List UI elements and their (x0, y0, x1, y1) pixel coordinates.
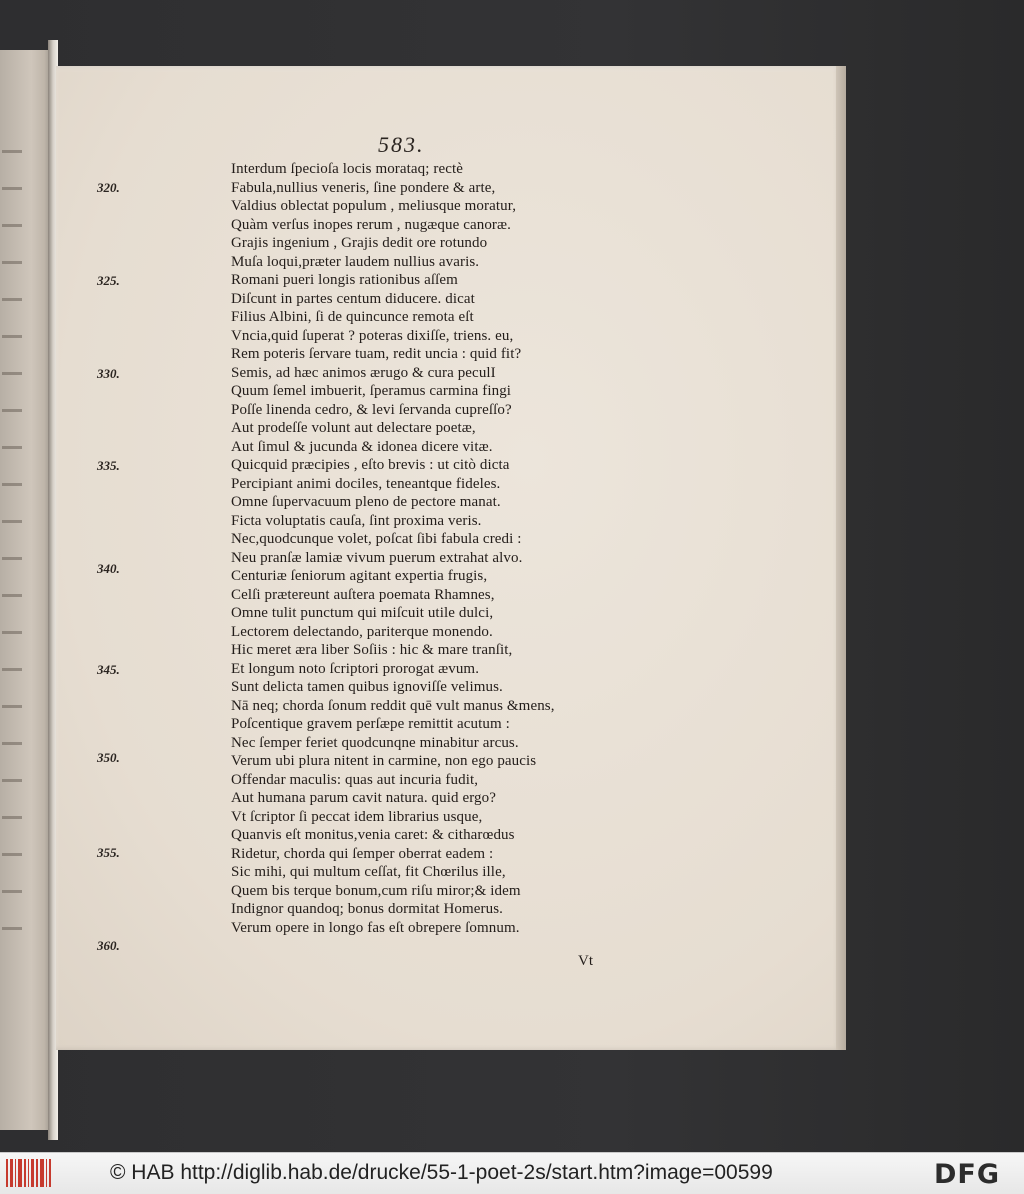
verse-line: Romani pueri longis rationibus aſſem (231, 272, 458, 288)
verse-text (231, 160, 555, 937)
verse-line: Sunt delicta tamen quibus ignoviſſe velimus. (231, 679, 503, 695)
verse-line: Aut ſimul & jucunda & idonea dicere vitæ. (231, 438, 493, 455)
adjacent-page-edge (0, 50, 52, 1130)
line-number: 330. (97, 366, 120, 381)
verse-line: Vt ſcriptor ſi peccat idem librarius usque, (231, 808, 483, 825)
copyright-link[interactable]: © HAB http://diglib.hab.de/drucke/55-1-poet-2s/start.htm?image=00599 (110, 1161, 773, 1184)
verse-line: Nec ſemper feriet quodcunqne minabitur arcus. (231, 734, 519, 751)
verse-line: Quàm verſus inopes rerum , nugæque canoræ. (231, 216, 511, 233)
verse-line: Fabula,nullius veneris, ſine pondere & arte, (231, 179, 496, 196)
line-number: 350. (97, 750, 120, 765)
verse-line: Offendar maculis: quas aut incuria fudit, (231, 771, 479, 788)
verse-line: Aut humana parum cavit natura. quid ergo? (231, 790, 496, 806)
adjacent-page-marks (2, 150, 22, 964)
line-number: 355. (97, 845, 120, 860)
verse-line: Hic meret æra liber Soſiis : hic & mare tranſit, (231, 642, 513, 658)
verse-line: Quem bis terque bonum,cum riſu miror;& idem (231, 882, 521, 899)
verse-line: Nā neq; chorda ſonum reddit quē vult manus &mens, (231, 697, 555, 714)
verse-line: Poſcentique gravem perſæpe remittit acutum : (231, 716, 510, 732)
verse-line: Quanvis eſt monitus,venia caret: & citharœdus (231, 827, 515, 843)
verse-line: Muſa loqui,præter laudem nullius avaris. (231, 253, 480, 270)
verse-line: Et longum noto ſcriptori prorogat ævum. (231, 660, 480, 677)
line-number: 320. (97, 180, 120, 195)
footer-bar (0, 1152, 1024, 1194)
verse-line: Centuriæ ſeniorum agitant expertia frugis, (231, 568, 488, 584)
line-number: 360. (97, 938, 120, 953)
dfg-logo: DFG (934, 1159, 1001, 1190)
catchword: Vt (578, 953, 593, 969)
verse-line: Quum ſemel imbuerit, ſperamus carmina fingi (231, 383, 512, 399)
verse-line: Diſcunt in partes centum diducere. dicat (231, 290, 475, 307)
verse-line: Celſi prætereunt auſtera poemata Rhamnes, (231, 586, 495, 603)
line-number: 340. (97, 561, 120, 576)
verse-line: Valdius oblectat populum , meliusque moratur, (231, 198, 517, 214)
verse-line: Verum opere in longo fas eſt obrepere ſomnum. (231, 919, 520, 936)
verse-line: Interdum ſpecioſa locis morataq; rectè (231, 161, 464, 177)
verse-line: Filius Albini, ſi de quincunce remota eſt (231, 309, 474, 325)
verse-line: Rem poteris ſervare tuam, redit uncia : quid fit? (231, 346, 522, 362)
verse-line: Ficta voluptatis cauſa, ſint proxima veris. (231, 512, 482, 529)
verse-line: Nec,quodcunque volet, poſcat ſibi fabula credi : (231, 531, 522, 547)
verse-line: Omne ſupervacuum pleno de pectore manat. (231, 494, 501, 510)
page-fore-edge (836, 66, 846, 1050)
verse-line: Percipiant animi dociles, teneantque fideles. (231, 475, 501, 492)
line-number: 325. (97, 273, 120, 288)
page-number: 583. (378, 132, 425, 157)
line-number: 345. (97, 662, 120, 677)
barcode-icon (6, 1159, 53, 1187)
verse-line: Omne tulit punctum qui miſcuit utile dulci, (231, 605, 494, 621)
verse-line: Poſſe linenda cedro, & levi ſervanda cupreſſo? (231, 401, 512, 418)
verse-line: Neu pranſæ lamiæ vivum puerum extrahat alvo. (231, 549, 523, 566)
verse-line: Vncia,quid ſuperat ? poteras dixiſſe, triens. eu, (231, 327, 514, 344)
verse-line: Semis, ad hæc animos ærugo & cura peculI (231, 364, 496, 381)
verse-line: Sic mihi, qui multum ceſſat, fit Chœrilus ille, (231, 864, 506, 880)
verse-line: Lectorem delectando, pariterque monendo. (231, 623, 493, 640)
verse-line: Ridetur, chorda qui ſemper oberrat eadem : (231, 845, 494, 862)
verse-line: Grajis ingenium , Grajis dedit ore rotundo (231, 235, 488, 251)
verse-line: Quicquid præcipies , eſto brevis : ut citò dicta (231, 457, 510, 473)
line-number: 335. (97, 458, 120, 473)
verse-line: Aut prodeſſe volunt aut delectare poetæ, (231, 420, 476, 436)
verse-line: Verum ubi plura nitent in carmine, non ego paucis (231, 753, 537, 769)
verse-line: Indignor quandoq; bonus dormitat Homerus. (231, 901, 503, 917)
